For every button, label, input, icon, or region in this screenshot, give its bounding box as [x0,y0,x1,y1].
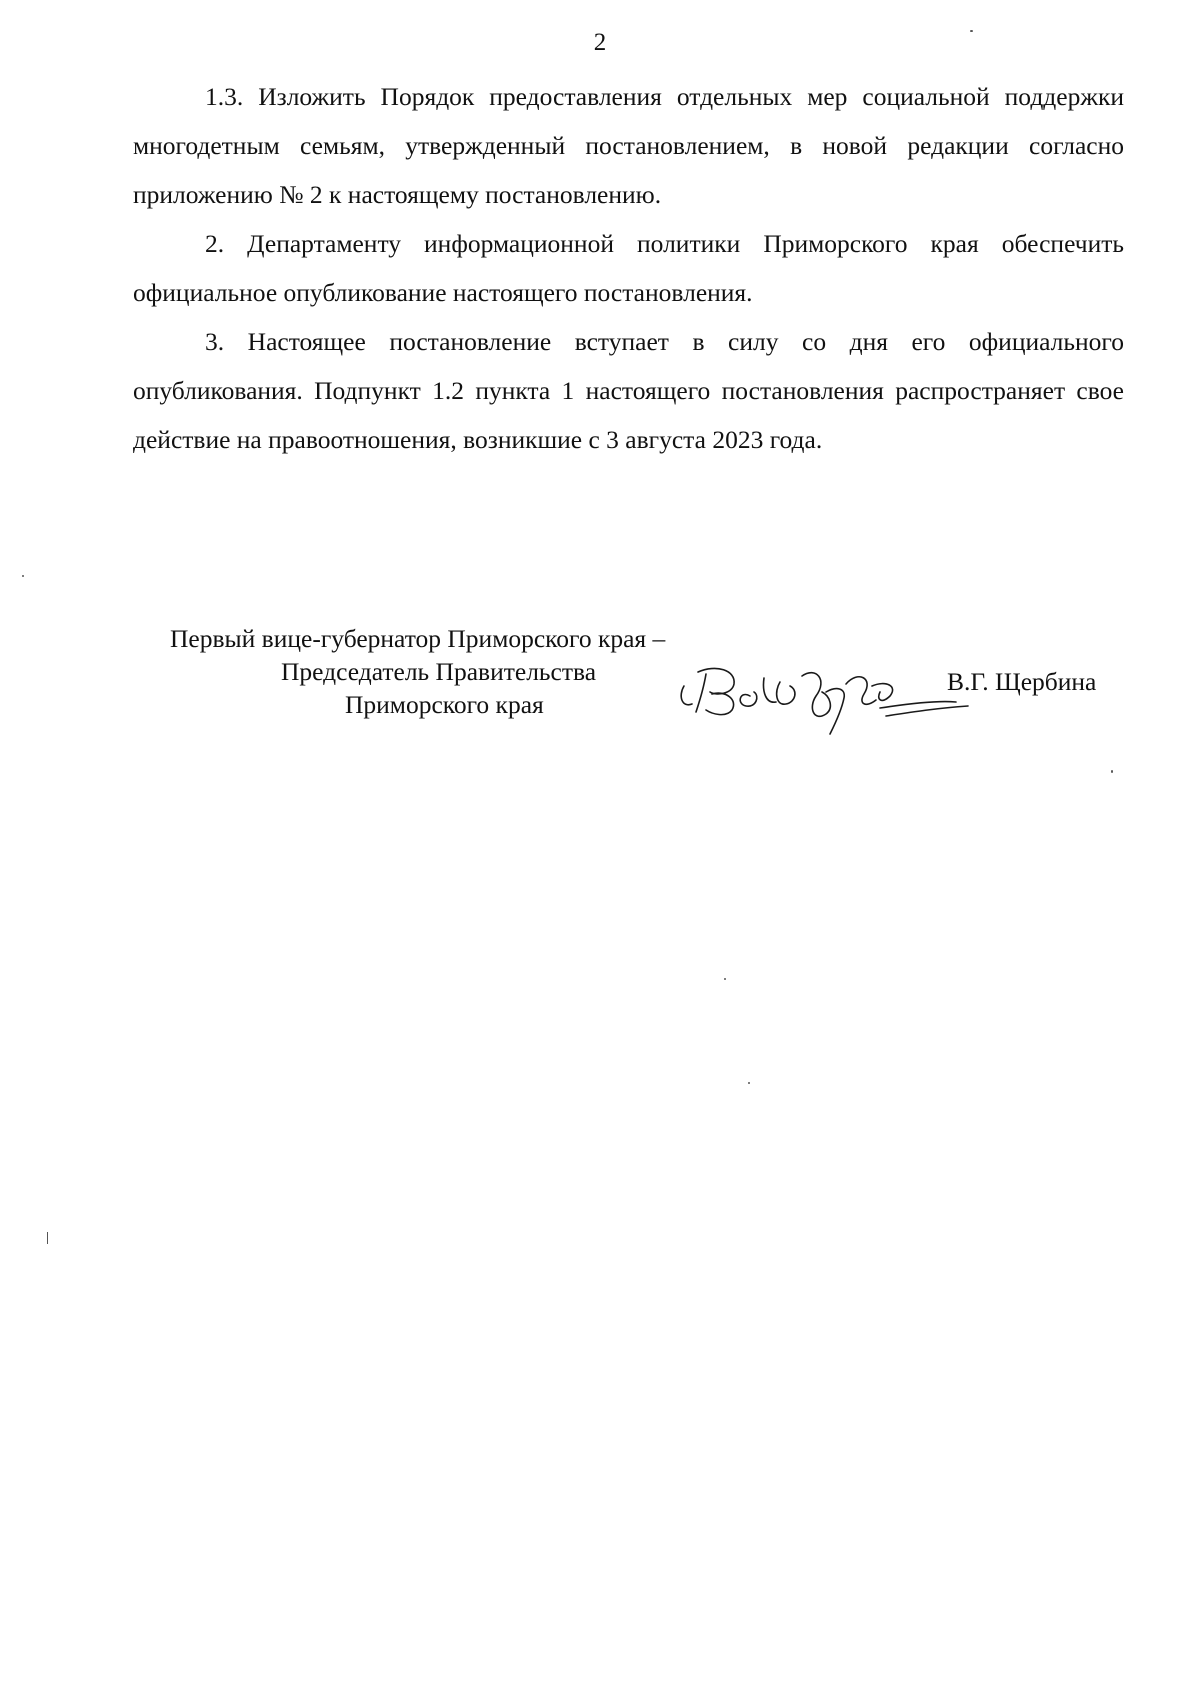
scan-speck [22,575,24,577]
signatory-position-line-2: Председатель Правительства [281,657,597,686]
paragraph-2: 2. Департаменту информационной политики Приморского края обеспечить официальное опубликование настоящего постановления. [133,229,1124,307]
paragraph-3: 3. Настоящее постановление вступает в силу со дня его официального опубликования. Подпункт 1.2 пункта 1 настоящего постановления распространяет свое действие на правоотношения, возникшие с 3 августа 2023 года. [133,327,1124,454]
signer-name: В.Г. Щербина [947,667,1097,696]
scan-speck [1111,770,1113,773]
scan-speck [724,978,726,980]
scan-speck [970,30,973,32]
scan-speck [748,1082,750,1084]
handwritten-signature [676,656,986,746]
scan-speck [47,1232,48,1244]
signatory-position-line-3: Приморского края [345,690,544,719]
paragraph-1-3: 1.3. Изложить Порядок предоставления отдельных мер социальной поддержки многодетным семьям, утвержденный постановлением, в новой редакции согласно приложению № 2 к настоящему постановлению. [133,82,1124,209]
document-body [133,72,1124,464]
page-number: 2 [593,29,607,56]
signatory-position-line-1: Первый вице-губернатор Приморского края – [170,624,666,653]
